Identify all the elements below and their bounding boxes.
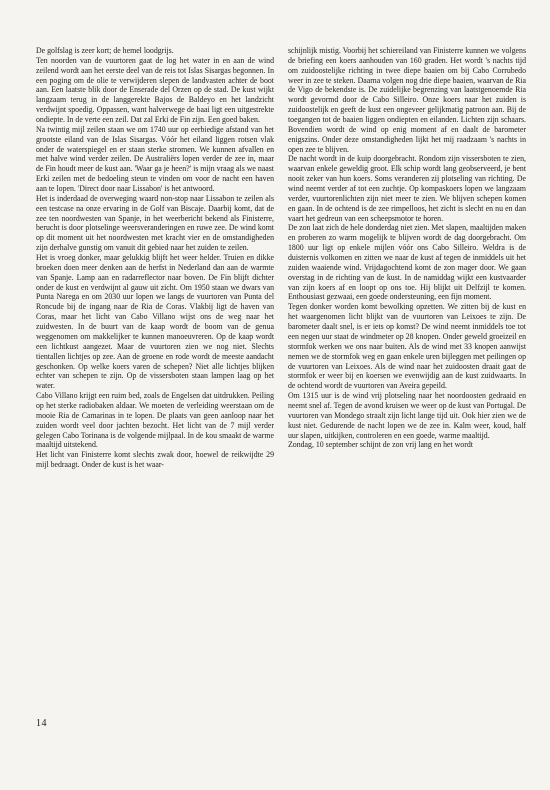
paragraph: Zondag, 10 september schijnt de zon vrij lang en het wordt — [288, 440, 473, 450]
paragraph: De nacht wordt in de kuip doorgebracht. Rondom zijn vissersboten te zien, waarvan enkele geweldig groot. Elk schip wordt lang geobserveerd, je bent nooit zeker van hun koers. Soms veranderen zij plotseling van richting. De wind neemt verder af tot een zuchtje. Op kompaskoers lopen we langzaam verder, vuurtorenlichten zijn niet meer te zien. We blijven schepen komen en gaan. In de ochtend is de zee rimpelloos, het zicht is slecht en nu en dan vaart het gedreun van een scheepsmotor te horen. — [288, 154, 526, 223]
paragraph: Tegen donker worden komt bewolking opzetten. We zitten bij de kust en het waargenomen licht blijkt van de vuurtoren van Leixoes te zijn. De barometer daalt snel, is er iets op komst? De wind neemt inmiddels toe tot een negen uur staat de windmeter op 28 knopen. Onder geweld groeizeil en stormfok werken we ons naar buiten. Als de wind met 33 knopen aanwijst nemen we de stormfok weg en gaan enkele uren bijleggen met peilingen op de vuurtoren van Leixoes. Als de wind naar het zuidoosten draait gaat de stormfok er weer bij en koersen we evenwijdig aan de kust zuidwaarts. In de ochtend wordt de vuurtoren van Aveira gepeild. — [288, 302, 526, 391]
paragraph: Na twintig mijl zeilen staan we om 1740 uur op eerbiedige afstand van het grootste eiland van de Islas Sisargas. Vóór het eiland liggen rotsen vlak onder de waterspiegel en er staan sterke stromen. We kunnen afvallen en met halve wind verder zeilen. De Australiërs lopen verder de zee in, maar de Fin houdt meer de kust aan. 'Waar ga je heen?' is mijn vraag als we naast Erki zeilen met de bedoeling steun te vinden om voor de nacht een haven aan te lopen. 'Direct door naar Lissabon' is het antwoord. — [36, 124, 274, 194]
paragraph: Het licht van Finisterre komt slechts zwak door, hoewel de reikwijdte 29 mijl bedraagt. Onder de kust is het waar- — [36, 450, 274, 470]
right-column — [288, 46, 526, 450]
paragraph: De zon laat zich de hele donderdag niet zien. Met slapen, maaltijden maken en proberen zo warm mogelijk te blijven wordt de dag doorgebracht. Om 1800 uur ligt op enkele mijlen vóór ons Cabo Silleiro. Weldra is de duisternis volkomen en zitten we naar de kust af tegen de inmiddels uit het zuiden waaiende wind. Vrijdagochtend komt de zon mager door. We gaan overstag in de richting van de kust. In de namiddag wijkt een kustvaarder van zijn koers af en loopt op ons toe. Hij blijkt uit Delfzijl te komen. Enthousiast gezwaai, een goede ondersteuning, een fijn moment. — [288, 223, 526, 302]
paragraph: Om 1315 uur is de wind vrij plotseling naar het noordoosten gedraaid en neemt snel af. Tegen de avond kruisen we weer op de kust van Portugal. De vuurtoren van Mondego straalt zijn licht lange tijd uit. Ook hier zien we de kust niet. Gedurende de nacht lopen we de zee in. Kalm weer, koud, half uur slapen, uitkijken, controleren en een goede, warme maaltijd. — [288, 391, 526, 440]
paragraph: schijnlijk mistig. Voorbij het schiereiland van Finisterre kunnen we volgens de briefing een koers aanhouden van 160 graden. Het wordt 's nachts tijd om zuidoostelijke richting in twee diepe baaien om bij Cabo Corrubedo weer in zee te steken. Daarna volgen nog drie diepe baaien, waarvan de Ria de Vigo de bekendste is. De zuidelijke begrenzing van laatstgenoemde Ria wordt gevormd door de Cabo Silleiro. Onze koers naar het zuiden is zuidoostelijk en geeft de kust een ongeveer gelijkmatig patroon aan. Bij de toegangen tot de baaien liggen ondiepten en eilanden. Lichten zijn schaars. Bovendien wordt de wind op enig moment af en daalt de barometer enigszins. Onder deze omstandigheden lijkt het mij raadzaam 's nachts in open zee te blijven. — [288, 46, 526, 154]
paragraph: Ten noorden van de vuurtoren gaat de log het water in en aan de wind zeilend wordt aan het eerste deel van de reis tot Islas Sisargas begonnen. In een poging om de olie te verwijderen slepen de landvasten achter de boot aan. Een laatste blik door de Enserade del Orzen op de stad. De kust wijkt langzaam terug in de langgerekte Bajos de Baldeyo en het landzicht verdwijnt spoedig. Oppassen, want halverwege de baai ligt een uitgestrekte ondiepte. In de verte een zeil. Dat zal Erki de Fin zijn. Een goed baken. — [36, 55, 274, 125]
paragraph: Cabo Villano krijgt een ruim bed, zoals de Engelsen dat uitdrukken. Peiling op het sterke radiobaken aldaar. We moeten de verleiding weerstaan om de mooie Ria de Camarinas in te lopen. De plaats van geen aanloop naar het zuiden wordt veel door jachten bezocht. Het licht van de 7 mijl verder gelegen Cabo Torinana is de volgende mijlpaal. In de kou smaakt de warme maaltijd uitstekend. — [36, 391, 274, 450]
left-column — [36, 46, 274, 470]
page-number: 14 — [36, 718, 47, 729]
paragraph: Het is inderdaad de overweging waard non-stop naar Lissabon te zeilen als een testcase na onze ervaring in de Golf van Biscaje. Daarbij komt, dat de zee ten noordwesten van Spanje, in het weerbericht bekend als Finisterre, berucht is door plotselinge weersveranderingen en ruwe zee. De wind komt op dit moment uit het noordwesten met kracht vier en de omstandigheden zijn derhalve gunstig om vanuit dit gebied naar het zuiden te zeilen. — [36, 193, 274, 253]
paragraph: De golfslag is zeer kort; de hemel loodgrijs. — [36, 46, 174, 55]
paragraph: Het is vroeg donker, maar gelukkig blijft het weer helder. Truien en dikke broeken doen meer denken aan de herfst in Nederland dan aan de warmte van Spanje. Lamp aan en radarreflector naar boven. De Fin blijft dichter onder de kust en verdwijnt al gauw uit zicht. Om 1950 staan we dwars van Punta Narega en om 2030 uur lopen we langs de vuurtoren van Punta del Roncude bij de ingang naar de Ria de Coras. Vlakbij ligt de haven van Coras, maar het licht van Cabo Villano wijst ons de weg naar het zuidwesten. In de buurt van de kaap wordt de boom van de genua weggenomen om makkelijker te kunnen manoeuvreren. Op de kaap wordt een lichtkust aangezet. Maar de vuurtoren zien we nog niet. Slechts tientallen lichtjes op zee. Aan de groene en rode wordt de meeste aandacht geschonken. Op welke koers varen de schepen? Niet alle lichtjes blijken echter van schepen te zijn. Op de vissersboten staan lampen laag op het water. — [36, 253, 274, 391]
